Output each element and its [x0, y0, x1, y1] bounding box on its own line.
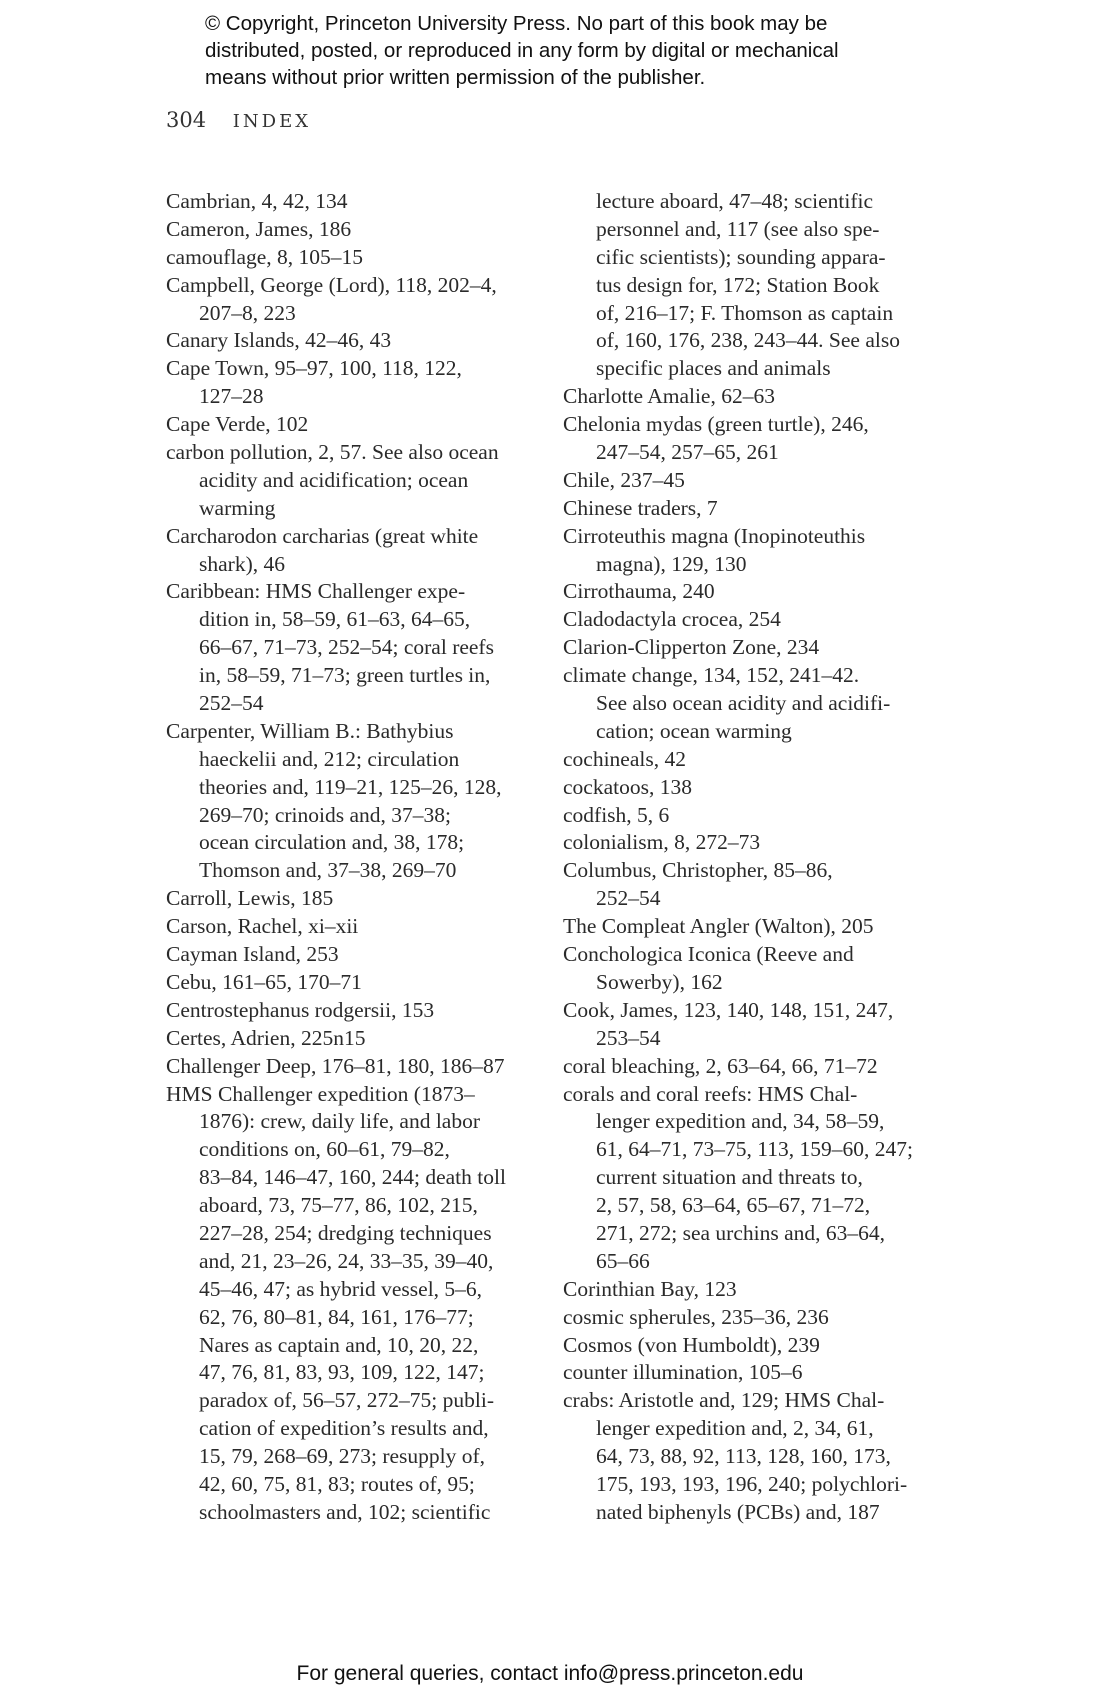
index-line: Cebu, 161–65, 170–71 [166, 969, 362, 994]
index-line: counter illumination, 105–6 [563, 1360, 803, 1385]
index-line: Cambrian, 4, 42, 134 [166, 189, 348, 213]
index-line: specific places and animals [596, 356, 831, 381]
index-line: personnel and, 117 (see also spe- [596, 216, 880, 241]
index-line: 227–28, 254; dredging techniques [199, 1220, 492, 1245]
index-line: 61, 64–71, 73–75, 113, 159–60, 247; [596, 1137, 913, 1162]
index-line: camouflage, 8, 105–15 [166, 244, 364, 269]
index-line: Chelonia mydas (green turtle), 246, [563, 412, 869, 437]
index-line: carbon pollution, 2, 57. See also ocean [166, 440, 499, 465]
index-line: Cladodactyla crocea, 254 [563, 607, 781, 632]
index-line: of, 160, 176, 238, 243–44. See also [596, 328, 900, 353]
index-line: 45–46, 47; as hybrid vessel, 5–6, [199, 1276, 483, 1301]
index-line: 2, 57, 58, 63–64, 65–67, 71–72, [596, 1193, 871, 1218]
index-line: Cape Town, 95–97, 100, 118, 122, [166, 356, 462, 381]
index-line: nated biphenyls (PCBs) and, 187 [596, 1499, 880, 1524]
index-line: Carson, Rachel, xi–xii [166, 914, 359, 939]
index-line: crabs: Aristotle and, 129; HMS Chal- [563, 1388, 885, 1413]
index-line: tus design for, 172; Station Book [596, 272, 880, 297]
index-line: Cosmos (von Humboldt), 239 [563, 1332, 820, 1357]
index-line: 269–70; crinoids and, 37–38; [199, 802, 452, 827]
index-line: Certes, Adrien, 225n15 [166, 1025, 366, 1050]
index-line: 64, 73, 88, 92, 113, 128, 160, 173, [596, 1444, 891, 1469]
index-line: 1876): crew, daily life, and labor [199, 1109, 480, 1134]
index-line: climate change, 134, 152, 241–42. [563, 663, 860, 688]
copyright-notice [205, 10, 965, 91]
index-line: Carcharodon carcharias (great white [166, 523, 479, 548]
index-line: Cameron, James, 186 [166, 216, 352, 241]
index-line: cockatoos, 138 [563, 774, 692, 799]
index-line: 15, 79, 268–69, 273; resupply of, [199, 1444, 486, 1469]
index-line: Caribbean: HMS Challenger expe- [166, 579, 466, 604]
index-line: Sowerby), 162 [596, 969, 723, 994]
index-line: cosmic spherules, 235–36, 236 [563, 1304, 829, 1329]
index-line: corals and coral reefs: HMS Chal- [563, 1081, 858, 1106]
index-line: aboard, 73, 75–77, 86, 102, 215, [199, 1193, 478, 1218]
index-line: codfish, 5, 6 [563, 802, 670, 827]
index-line: Cirrothauma, 240 [563, 579, 715, 604]
index-line: Campbell, George (Lord), 118, 202–4, [166, 272, 497, 297]
section-title: INDEX [232, 111, 312, 132]
index-line: cific scientists); sounding appara- [596, 244, 886, 269]
index-line: Cirroteuthis magna (Inopinoteuthis [563, 523, 866, 548]
index-line: Cayman Island, 253 [166, 942, 339, 967]
index-line: 66–67, 71–73, 252–54; coral reefs [199, 635, 494, 660]
copyright-line: means without prior written permission of the publisher. [205, 66, 706, 89]
index-line: Chile, 237–45 [563, 467, 685, 492]
index-column-right [563, 188, 953, 1527]
index-line: See also ocean acidity and acidifi- [596, 691, 891, 716]
running-header [166, 108, 311, 132]
index-line: colonialism, 8, 272–73 [563, 830, 761, 855]
index-line: magna), 129, 130 [596, 551, 747, 576]
index-line: ocean circulation and, 38, 178; [199, 830, 465, 855]
index-line: schoolmasters and, 102; scientific [199, 1499, 491, 1524]
index-line: 252–54 [199, 691, 264, 716]
index-line: Challenger Deep, 176–81, 180, 186–87 [166, 1053, 505, 1078]
page-number: 304 [166, 108, 207, 132]
index-line: Thomson and, 37–38, 269–70 [199, 858, 457, 883]
index-line: warming [199, 495, 276, 520]
index-line: 253–54 [596, 1025, 661, 1050]
index-line: Cape Verde, 102 [166, 412, 309, 437]
copyright-line: distributed, posted, or reproduced in any form by digital or mechanical [205, 39, 839, 62]
index-line: cation of expedition’s results and, [199, 1416, 489, 1441]
index-line: 271, 272; sea urchins and, 63–64, [596, 1220, 886, 1245]
index-line: 207–8, 223 [199, 300, 296, 325]
index-line: lecture aboard, 47–48; scientific [596, 189, 874, 213]
index-line: Corinthian Bay, 123 [563, 1276, 737, 1301]
index-column-left [166, 188, 546, 1527]
index-line: Carpenter, William B.: Bathybius [166, 718, 454, 743]
index-line: Carroll, Lewis, 185 [166, 886, 334, 911]
index-line: 62, 76, 80–81, 84, 161, 176–77; [199, 1304, 474, 1329]
footer-contact: For general queries, contact info@press.princeton.edu [296, 1662, 804, 1685]
index-line: Canary Islands, 42–46, 43 [166, 328, 392, 353]
index-line: 252–54 [596, 886, 661, 911]
index-line: Charlotte Amalie, 62–63 [563, 384, 775, 409]
index-line: lenger expedition and, 34, 58–59, [596, 1109, 885, 1134]
index-line: haeckelii and, 212; circulation [199, 746, 460, 771]
index-line: dition in, 58–59, 61–63, 64–65, [199, 607, 471, 632]
index-line: current situation and threats to, [596, 1165, 863, 1190]
index-line: Clarion-Clipperton Zone, 234 [563, 635, 820, 660]
index-line: theories and, 119–21, 125–26, 128, [199, 774, 502, 799]
index-line: 175, 193, 193, 196, 240; polychlori- [596, 1471, 908, 1496]
index-line: cochineals, 42 [563, 746, 686, 771]
index-line: The Compleat Angler (Walton), 205 [563, 914, 874, 939]
index-line: 42, 60, 75, 81, 83; routes of, 95; [199, 1471, 475, 1496]
index-line: Nares as captain and, 10, 20, 22, [199, 1332, 479, 1357]
index-line: Conchologica Iconica (Reeve and [563, 942, 854, 967]
index-line: 65–66 [596, 1248, 650, 1273]
index-line: paradox of, 56–57, 272–75; publi- [199, 1388, 494, 1413]
index-line: coral bleaching, 2, 63–64, 66, 71–72 [563, 1053, 878, 1078]
index-line: 83–84, 146–47, 160, 244; death toll [199, 1165, 506, 1190]
index-line: of, 216–17; F. Thomson as captain [596, 300, 894, 325]
index-line: conditions on, 60–61, 79–82, [199, 1137, 450, 1162]
index-line: Cook, James, 123, 140, 148, 151, 247, [563, 997, 894, 1022]
index-line: shark), 46 [199, 551, 285, 576]
index-line: cation; ocean warming [596, 718, 792, 743]
index-line: Chinese traders, 7 [563, 495, 718, 520]
index-line: acidity and acidification; ocean [199, 467, 469, 492]
index-line: HMS Challenger expedition (1873– [166, 1081, 475, 1106]
index-line: 47, 76, 81, 83, 93, 109, 122, 147; [199, 1360, 485, 1385]
index-line: 127–28 [199, 384, 264, 409]
index-line: Columbus, Christopher, 85–86, [563, 858, 833, 883]
index-line: and, 21, 23–26, 24, 33–35, 39–40, [199, 1248, 494, 1273]
index-line: lenger expedition and, 2, 34, 61, [596, 1416, 874, 1441]
index-line: in, 58–59, 71–73; green turtles in, [199, 663, 491, 688]
index-line: Centrostephanus rodgersii, 153 [166, 997, 435, 1022]
copyright-line: © Copyright, Princeton University Press. No part of this book may be [205, 12, 828, 35]
index-line: 247–54, 257–65, 261 [596, 440, 779, 465]
